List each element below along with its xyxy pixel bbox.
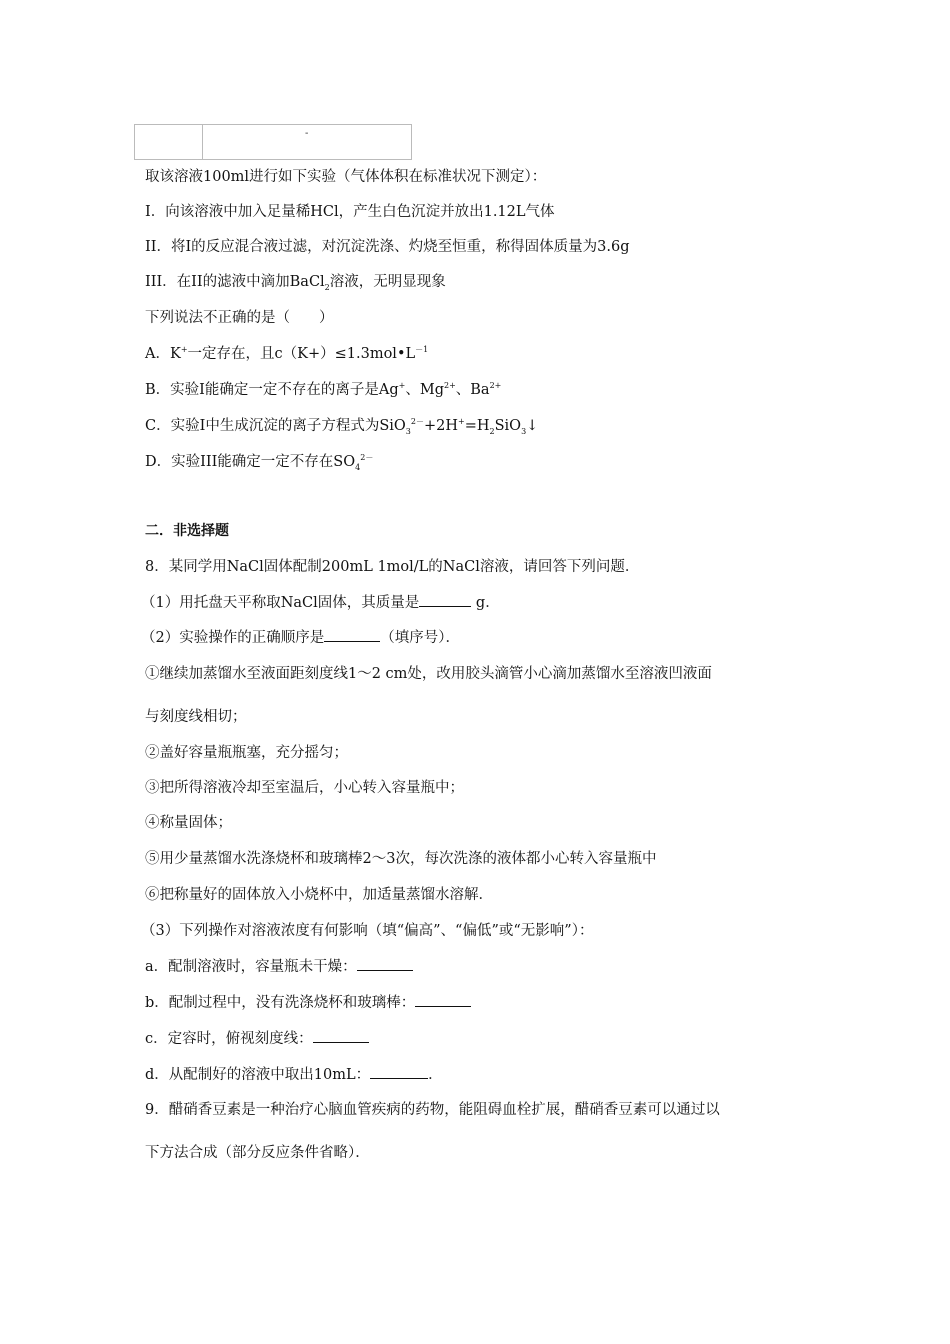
experiment-3: III．在II的滤液中滴加BaCl$_2$溶液，无明显现象 bbox=[145, 274, 446, 292]
answer-blank[interactable] bbox=[370, 1066, 428, 1079]
intro-text: 取该溶液100ml进行如下实验（气体体积在标准状况下测定）： bbox=[145, 169, 547, 185]
answer-blank[interactable] bbox=[415, 994, 471, 1007]
step-5: ⑤用少量蒸馏水洗涤烧杯和玻璃棒2～3次，每次洗涤的液体都小心转入容量瓶中 bbox=[145, 851, 657, 867]
section-heading: 二．非选择题 bbox=[145, 523, 229, 539]
experiment-1: I．向该溶液中加入足量稀HCl，产生白色沉淀并放出1.12L气体 bbox=[145, 204, 555, 220]
question-8-1: （1）用托盘天平称取NaCl固体，其质量是 g． bbox=[141, 595, 500, 611]
question-8-2: （2）实验操作的正确顺序是 （填序号）． bbox=[141, 630, 460, 646]
question-8-3: （3）下列操作对溶液浓度有何影响（填“偏高”、“偏低”或“无影响”）： bbox=[141, 923, 594, 939]
answer-blank[interactable] bbox=[324, 629, 380, 642]
option-d: D．实验III能确定一定不存在$SO_4^{2-}$ bbox=[145, 453, 374, 472]
step-1-continued: 与刻度线相切； bbox=[145, 709, 247, 725]
answer-blank[interactable] bbox=[357, 958, 413, 971]
answer-blank[interactable] bbox=[419, 594, 471, 607]
step-3: ③把所得溶液冷却至室温后，小心转入容量瓶中； bbox=[145, 780, 464, 796]
fragment-table bbox=[134, 124, 412, 160]
question-8: 8．某同学用NaCl固体配制200mL 1mol/L的NaCl溶液，请回答下列问题． bbox=[145, 559, 640, 575]
question-8-3-c: c．定容时，俯视刻度线： bbox=[145, 1030, 369, 1048]
question-9: 9．醋硝香豆素是一种治疗心脑血管疾病的药物，能阻碍血栓扩展，醋硝香豆素可以通过以 bbox=[145, 1102, 720, 1118]
step-4: ④称量固体； bbox=[145, 815, 232, 831]
question-8-3-b: b．配制过程中，没有洗涤烧杯和玻璃棒： bbox=[145, 994, 471, 1012]
option-c: C．实验I中生成沉淀的离子方程式为$SiO_3^{2-}+2H^+=H_2SiO_3↓$ bbox=[145, 417, 539, 436]
table-cell-dash: - bbox=[305, 128, 309, 139]
question-9-continued: 下方法合成（部分反应条件省略）． bbox=[145, 1145, 370, 1161]
question-8-3-d: d．从配制好的溶液中取出10mL： ． bbox=[145, 1067, 443, 1083]
question-prompt: 下列说法不正确的是（ ） bbox=[145, 310, 334, 326]
question-8-3-a: a．配制溶液时，容量瓶未干燥： bbox=[145, 958, 413, 976]
option-b: B．实验I能确定一定不存在的离子是Ag+、$Mg^{2+}$、$Ba^{2+}$ bbox=[145, 381, 502, 398]
step-6: ⑥把称量好的固体放入小烧杯中，加适量蒸馏水溶解． bbox=[145, 887, 493, 903]
step-2: ②盖好容量瓶瓶塞，充分摇匀； bbox=[145, 745, 348, 761]
step-1: ①继续加蒸馏水至液面距刻度线1～2 cm处，改用胶头滴管小心滴加蒸馏水至溶液凹液面 bbox=[145, 666, 712, 682]
experiment-2: II．将I的反应混合液过滤，对沉淀洗涤、灼烧至恒重，称得固体质量为3.6g bbox=[145, 239, 630, 255]
table-divider bbox=[202, 125, 203, 159]
option-a: A．K+一定存在，且$c(K+)\le 1.3mol•L^{-1}$ bbox=[145, 345, 429, 362]
answer-blank[interactable] bbox=[313, 1030, 369, 1043]
